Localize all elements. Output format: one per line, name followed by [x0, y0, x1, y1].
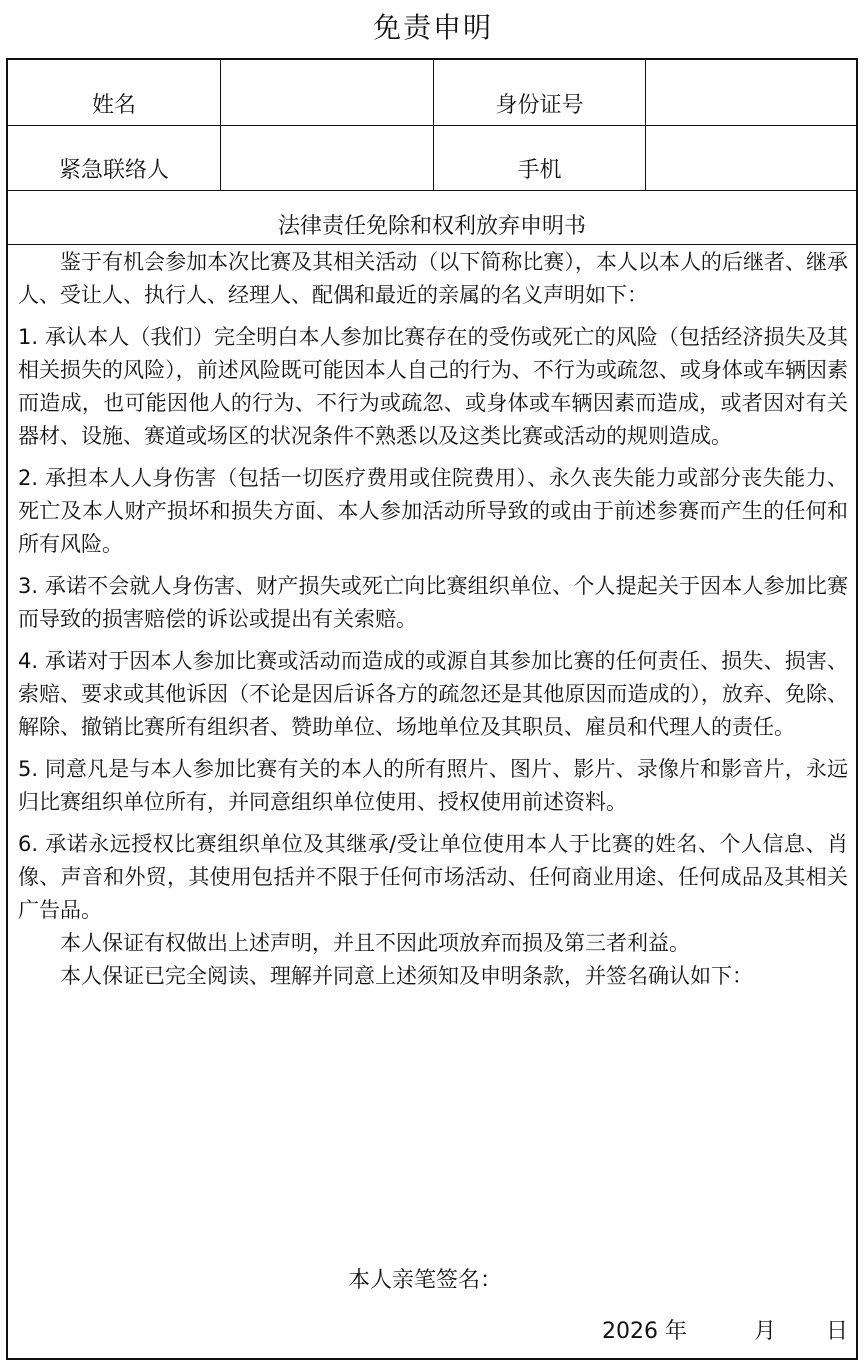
row-divider: [8, 190, 856, 191]
name-label: 姓名: [91, 93, 136, 118]
page-title: 免责申明: [372, 11, 493, 44]
declaration-body: [18, 246, 848, 993]
name-field[interactable]: [221, 60, 433, 125]
pledge-2: 本人保证已完全阅读、理解并同意上述须知及申明条款，并签名确认如下：: [60, 964, 753, 988]
id-number-field[interactable]: [646, 60, 856, 125]
date-year: 2026 年: [602, 1319, 687, 1344]
signature-label: 本人亲笔签名：: [348, 1268, 503, 1293]
date-day: 日: [826, 1319, 849, 1344]
phone-field[interactable]: [646, 126, 856, 190]
clause-3: 3. 承诺不会就人身伤害、财产损失或死亡向比赛组织单位、个人提起关于因本人参加比赛而导致的损害赔偿的诉讼或提出有关索赔。: [18, 574, 848, 631]
phone-label: 手机: [517, 158, 562, 183]
date-month: 月: [754, 1319, 777, 1344]
section-title: 法律责任免除和权利放弃申明书: [277, 214, 586, 239]
emergency-contact-label: 紧急联络人: [58, 158, 169, 183]
clause-2: 2. 承担本人人身伤害（包括一切医疗费用或住院费用）、永久丧失能力或部分丧失能力、死亡及本人财产损坏和损失方面、本人参加活动所导致的或由于前述参赛而产生的任何和所有风险。: [18, 466, 848, 556]
intro-paragraph: 鉴于有机会参加本次比赛及其相关活动（以下简称比赛），本人以本人的后继者、继承人、受让人、执行人、经理人、配偶和最近的亲属的名义声明如下：: [18, 250, 848, 307]
clause-4: 4. 承诺对于因本人参加比赛或活动而造成的或源自其参加比赛的任何责任、损失、损害、索赔、要求或其他诉因（不论是因后诉各方的疏忽还是其他原因而造成的），放弃、免除、解除、撤销比赛所有组织者、赞助单位、场地单位及其职员、雇员和代理人的责任。: [18, 649, 848, 739]
clause-1: 1. 承认本人（我们）完全明白本人参加比赛存在的受伤或死亡的风险（包括经济损失及其相关损失的风险），前述风险既可能因本人自己的行为、不行为或疏忽、或身体或车辆因素而造成，也可能因他人的行为、不行为或疏忽、或身体或车辆因素而造成，或者因对有关器材、设施、赛道或场区的状况条件不熟悉以及这类比赛或活动的规则造成。: [18, 325, 848, 448]
clause-5: 5. 同意凡是与本人参加比赛有关的本人的所有照片、图片、影片、录像片和影音片，永远归比赛组织单位所有，并同意组织单位使用、授权使用前述资料。: [18, 757, 848, 814]
pledge-1: 本人保证有权做出上述声明，并且不因此项放弃而损及第三者利益。: [60, 931, 690, 955]
waiver-form: [6, 58, 858, 1360]
emergency-contact-field[interactable]: [221, 126, 433, 190]
row-divider: [8, 244, 856, 245]
id-number-label: 身份证号: [495, 93, 584, 118]
clause-6: 6. 承诺永远授权比赛组织单位及其继承/受让单位使用本人于比赛的姓名、个人信息、肖像、声音和外贸，其使用包括并不限于任何市场活动、任何商业用途、任何成品及其相关广告品。: [18, 832, 848, 922]
